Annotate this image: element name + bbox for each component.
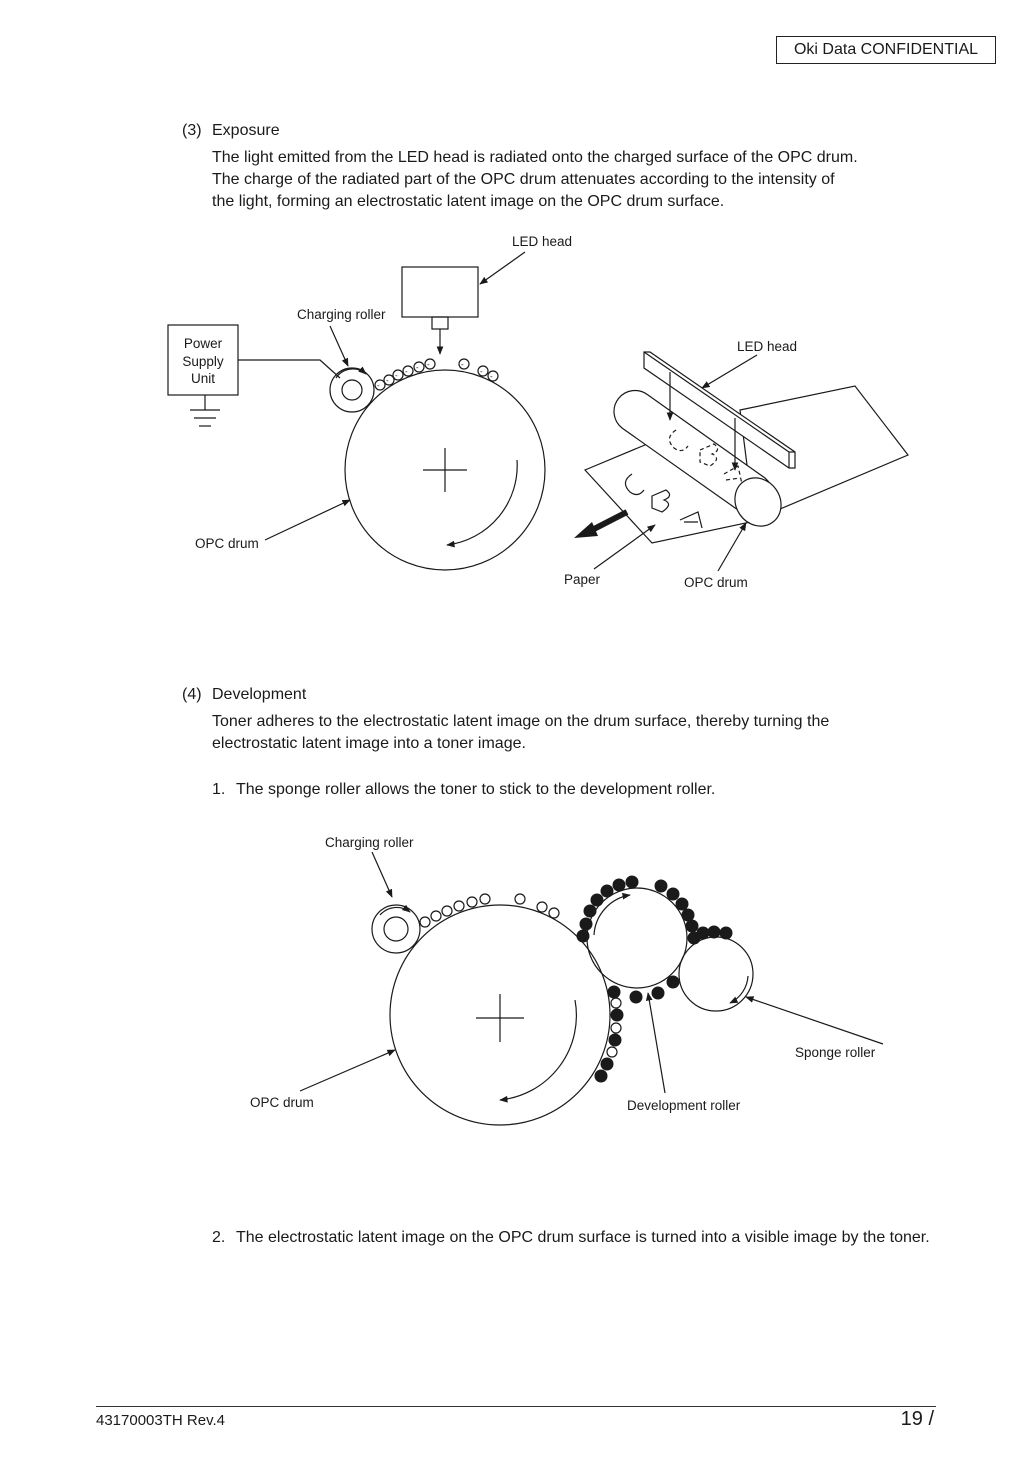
step-number: 2.: [212, 1229, 226, 1246]
power-supply-label: Unit: [190, 371, 216, 386]
development-roller-label: Development roller: [627, 1098, 741, 1113]
opc-drum-right-label: OPC drum: [684, 575, 748, 590]
document-id: 43170003TH Rev.4: [96, 1412, 225, 1429]
confidential-label: Oki Data CONFIDENTIAL: [776, 36, 996, 64]
svg-text:-: -: [461, 360, 464, 369]
exposure-line: the light, forming an electrostatic latent image on the OPC drum surface.: [212, 193, 725, 210]
step-text: The sponge roller allows the toner to stick to the development roller.: [236, 781, 716, 798]
exposure-number: (3): [182, 122, 202, 139]
power-supply-label: Supply: [182, 354, 224, 369]
development-paragraph: [212, 711, 932, 755]
svg-text:-: -: [386, 376, 389, 385]
paper-label: Paper: [564, 572, 601, 587]
svg-text:-: -: [427, 360, 430, 369]
footer-rule: [96, 1406, 936, 1407]
charging-roller: [372, 905, 420, 953]
development-title: Development: [212, 686, 307, 703]
development-step-1: [212, 779, 932, 801]
sponge-roller: [679, 937, 753, 1011]
power-supply-label: Power: [183, 336, 223, 351]
charging-roller-label: Charging roller: [297, 307, 386, 322]
development-line: electrostatic latent image into a toner image.: [212, 735, 526, 752]
opc-drum-label: OPC drum: [250, 1095, 314, 1110]
page-number: 19 /: [900, 1408, 934, 1430]
development-number: (4): [182, 686, 202, 703]
sponge-roller-label: Sponge roller: [795, 1045, 876, 1060]
led-head-box: [402, 267, 478, 317]
charging-roller-label: Charging roller: [325, 835, 414, 850]
charging-roller: [330, 368, 374, 412]
development-line: Toner adheres to the electrostatic latent image on the drum surface, thereby turning the: [212, 713, 830, 730]
svg-text:-: -: [480, 367, 483, 376]
opc-drum-label: OPC drum: [195, 536, 259, 551]
development-diagram: [300, 852, 883, 1125]
svg-text:-: -: [405, 367, 408, 376]
svg-text:-: -: [377, 381, 380, 390]
step-text: The electrostatic latent image on the OPC drum surface is turned into a visible image by the toner.: [236, 1229, 930, 1246]
exposure-title: Exposure: [212, 122, 280, 139]
development-heading: [182, 686, 306, 704]
svg-text:-: -: [416, 363, 419, 372]
svg-text:-: -: [490, 372, 493, 381]
led-head-label: LED head: [512, 234, 573, 249]
step-number: 1.: [212, 781, 226, 798]
svg-text:-: -: [395, 371, 398, 380]
led-head-right-label: LED head: [737, 339, 798, 354]
exposure-line: The light emitted from the LED head is radiated onto the charged surface of the OPC drum.: [212, 149, 858, 166]
development-step-2: [212, 1227, 932, 1249]
toner-particles: [577, 876, 733, 1083]
exposure-line: The charge of the radiated part of the OPC drum attenuates according to the intensity of: [212, 171, 835, 188]
